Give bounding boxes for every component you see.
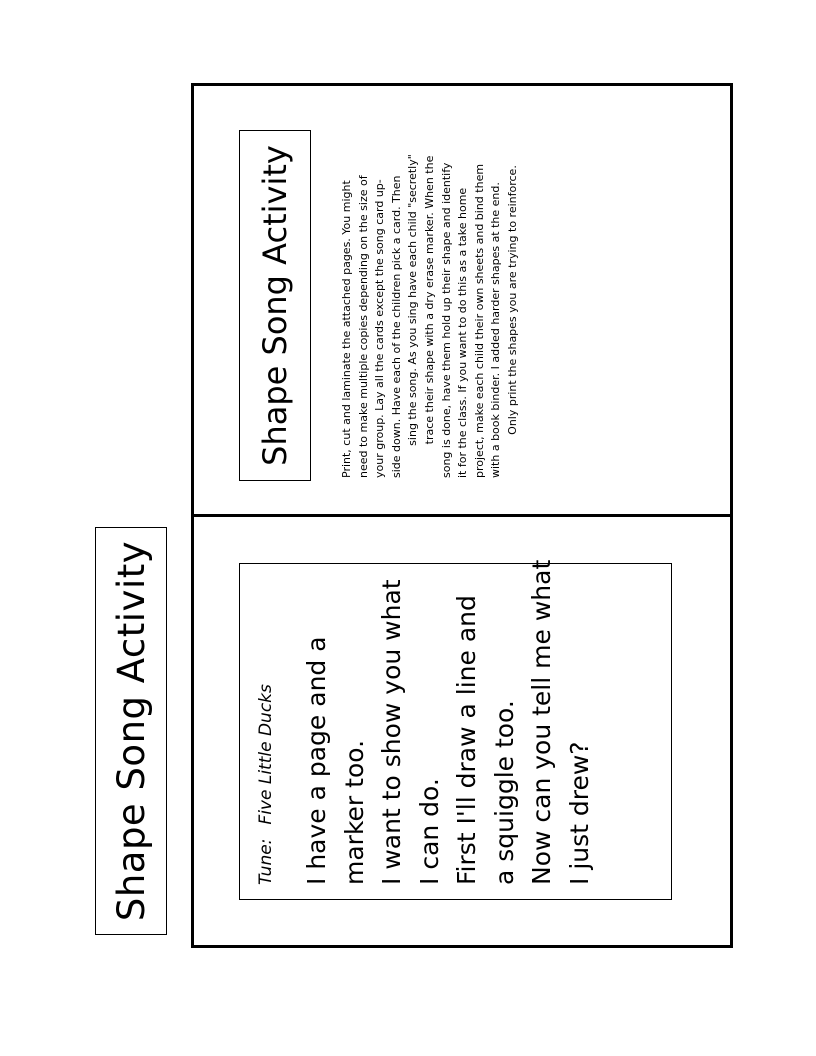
lyric-line: I can do. [414,778,444,885]
lyrics-panel [240,559,671,899]
lyric-line: Now can you tell me what [527,559,556,885]
tune-label: Tune: [256,838,276,885]
instruction-line: need to make multiple copies depending on the size of [356,175,370,478]
instruction-line: song is done, have them hold up their shape and identify [439,162,453,478]
instruction-line: Only print the shapes you are trying to reinforce. [505,165,519,435]
right-title [240,131,310,480]
lyric-line: I just drew? [564,741,594,885]
instruction-line: trace their shape with a dry erase marker. When the [422,155,436,445]
tune-name: Five Little Ducks [256,684,276,825]
tune-line [254,684,278,885]
lyric-line: First I'll draw a line and [452,595,481,885]
instruction-line: side down. Have each of the children pick a card. Then [389,175,403,478]
instruction-line: it for the class. If you want to do this as a take home [456,187,470,478]
instruction-line: Print, cut and laminate the attached pages. You might [340,180,353,478]
instructions-paragraph [339,122,519,478]
left-title-text: Shape Song Activity [109,540,153,922]
instruction-line: with a book binder. I added harder shapes at the end. [489,182,503,478]
fold-divider [191,514,733,517]
lyric-line: a squiggle too. [489,700,519,885]
right-title-text: Shape Song Activity [256,145,294,466]
instruction-line: project, make each child their own sheets and bind them [472,163,486,478]
lyric-line: marker too. [339,739,369,885]
instruction-line: sing the song. As you sing have each child "secretly" [406,154,420,446]
lyric-line: I have a page and a [302,636,331,885]
lyric-line: I want to show you what [377,579,406,885]
left-title [96,528,166,934]
instruction-line: your group. Lay all the cards except the song card up- [373,179,387,478]
